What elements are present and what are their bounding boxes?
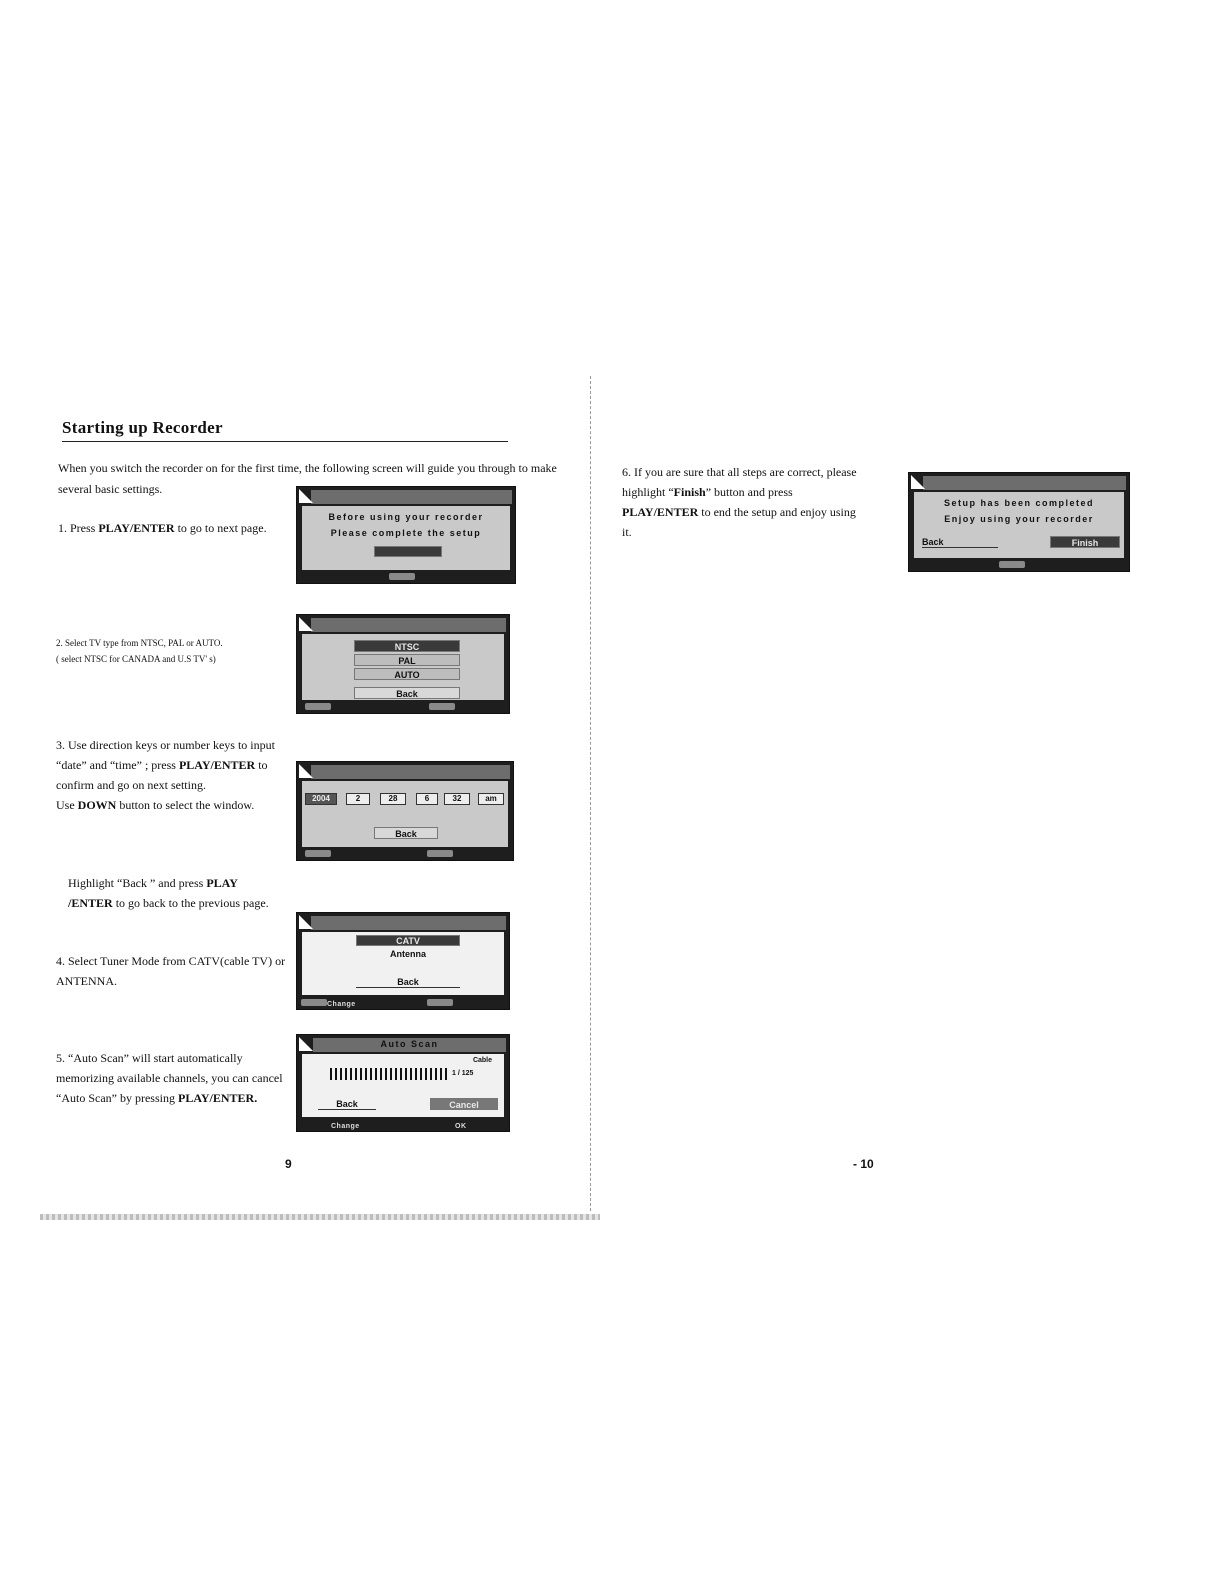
osd-key-icon bbox=[305, 850, 331, 857]
osd-mode-label: Cable bbox=[472, 1057, 492, 1064]
osd-line-1: Setup has been completed bbox=[943, 498, 1095, 508]
osd-footer-change: Change bbox=[331, 1123, 360, 1130]
osd-field-hour: 6 bbox=[416, 793, 438, 805]
page-number-left: 9 bbox=[285, 1157, 292, 1171]
step-5: 5. “Auto Scan” will start automatically memorizing available channels, you can cancel “Auto Scan” by pressing PLAY/ENTER. bbox=[56, 1051, 283, 1105]
step-1: 1. Press PLAY/ENTER to go to next page. bbox=[58, 521, 267, 535]
scan-shadow-band bbox=[40, 1214, 600, 1220]
osd-footer-ok: OK bbox=[455, 1123, 467, 1130]
osd-footer-change: Change bbox=[327, 1001, 356, 1008]
step-3: 3. Use direction keys or number keys to input “date” and “time” ; press PLAY/ENTER to confirm and go on next setting. Use DOWN button to select the window. bbox=[56, 738, 275, 812]
osd-key-icon bbox=[427, 999, 453, 1006]
osd-panel bbox=[302, 506, 510, 570]
corner-triangle-icon bbox=[911, 475, 925, 489]
page-number-right: - 10 bbox=[853, 1157, 874, 1171]
intro-text: When you switch the recorder on for the first time, the following screen will guide you through to make several basic settings. bbox=[58, 461, 557, 496]
osd-key-icon bbox=[389, 573, 415, 580]
osd-title: Auto Scan bbox=[380, 1039, 439, 1049]
page-title: Starting up Recorder bbox=[62, 418, 508, 442]
corner-triangle-icon bbox=[299, 915, 313, 929]
step-4: 4. Select Tuner Mode from CATV(cable TV) or ANTENNA. bbox=[56, 954, 286, 988]
osd-field-year: 2004 bbox=[305, 793, 337, 805]
osd-title-bar bbox=[311, 490, 512, 504]
step-2 bbox=[56, 635, 286, 667]
osd-field-ampm: am bbox=[478, 793, 504, 805]
osd-option-ntsc: NTSC bbox=[354, 640, 460, 652]
osd-cancel-button: Cancel bbox=[430, 1098, 498, 1110]
osd-key-icon bbox=[301, 999, 327, 1006]
osd-screen-welcome bbox=[296, 486, 516, 584]
osd-key-icon bbox=[305, 703, 331, 710]
osd-field-month: 2 bbox=[346, 793, 370, 805]
osd-screen-date-time bbox=[296, 761, 514, 861]
osd-screen-auto-scan bbox=[296, 1034, 510, 1132]
osd-field-minute: 32 bbox=[444, 793, 470, 805]
osd-back-button: Back bbox=[318, 1098, 376, 1110]
osd-field-day: 28 bbox=[380, 793, 406, 805]
osd-option-auto: AUTO bbox=[354, 668, 460, 680]
osd-next-button bbox=[374, 546, 442, 557]
step-2-line2: ( select NTSC for CANADA and U.S TV' s) bbox=[56, 654, 216, 664]
osd-back-button: Back bbox=[374, 827, 438, 839]
osd-option-pal: PAL bbox=[354, 654, 460, 666]
osd-screen-tv-type bbox=[296, 614, 510, 714]
corner-triangle-icon bbox=[299, 1037, 313, 1051]
osd-back-button: Back bbox=[354, 687, 460, 699]
osd-screen-setup-complete bbox=[908, 472, 1130, 572]
step-6: 6. If you are sure that all steps are correct, please highlight “Finish” button and press PLAY/ENTER to end the setup and enjoy using it. bbox=[622, 465, 857, 539]
osd-key-icon bbox=[999, 561, 1025, 568]
step-3-back-note: Highlight “Back ” and press PLAY /ENTER to go back to the previous page. bbox=[68, 876, 269, 910]
corner-triangle-icon bbox=[299, 489, 313, 503]
osd-finish-button: Finish bbox=[1050, 536, 1120, 548]
osd-option-catv: CATV bbox=[356, 935, 460, 946]
step-2-line1: 2. Select TV type from NTSC, PAL or AUTO. bbox=[56, 638, 223, 648]
corner-triangle-icon bbox=[299, 617, 313, 631]
osd-line-2: Enjoy using your recorder bbox=[944, 514, 1094, 524]
osd-channel-count: 1 / 125 bbox=[452, 1070, 474, 1077]
osd-line-2: Please complete the setup bbox=[330, 528, 482, 538]
osd-back-button: Back bbox=[922, 536, 998, 548]
osd-key-icon bbox=[429, 703, 455, 710]
osd-screen-tuner-mode bbox=[296, 912, 510, 1010]
scan-progress-bar bbox=[330, 1068, 448, 1080]
osd-option-antenna: Antenna bbox=[390, 949, 426, 959]
corner-triangle-icon bbox=[299, 764, 313, 778]
osd-key-icon bbox=[427, 850, 453, 857]
osd-back-button: Back bbox=[356, 976, 460, 988]
osd-line-1: Before using your recorder bbox=[328, 512, 484, 522]
page-fold-line bbox=[590, 376, 591, 1211]
